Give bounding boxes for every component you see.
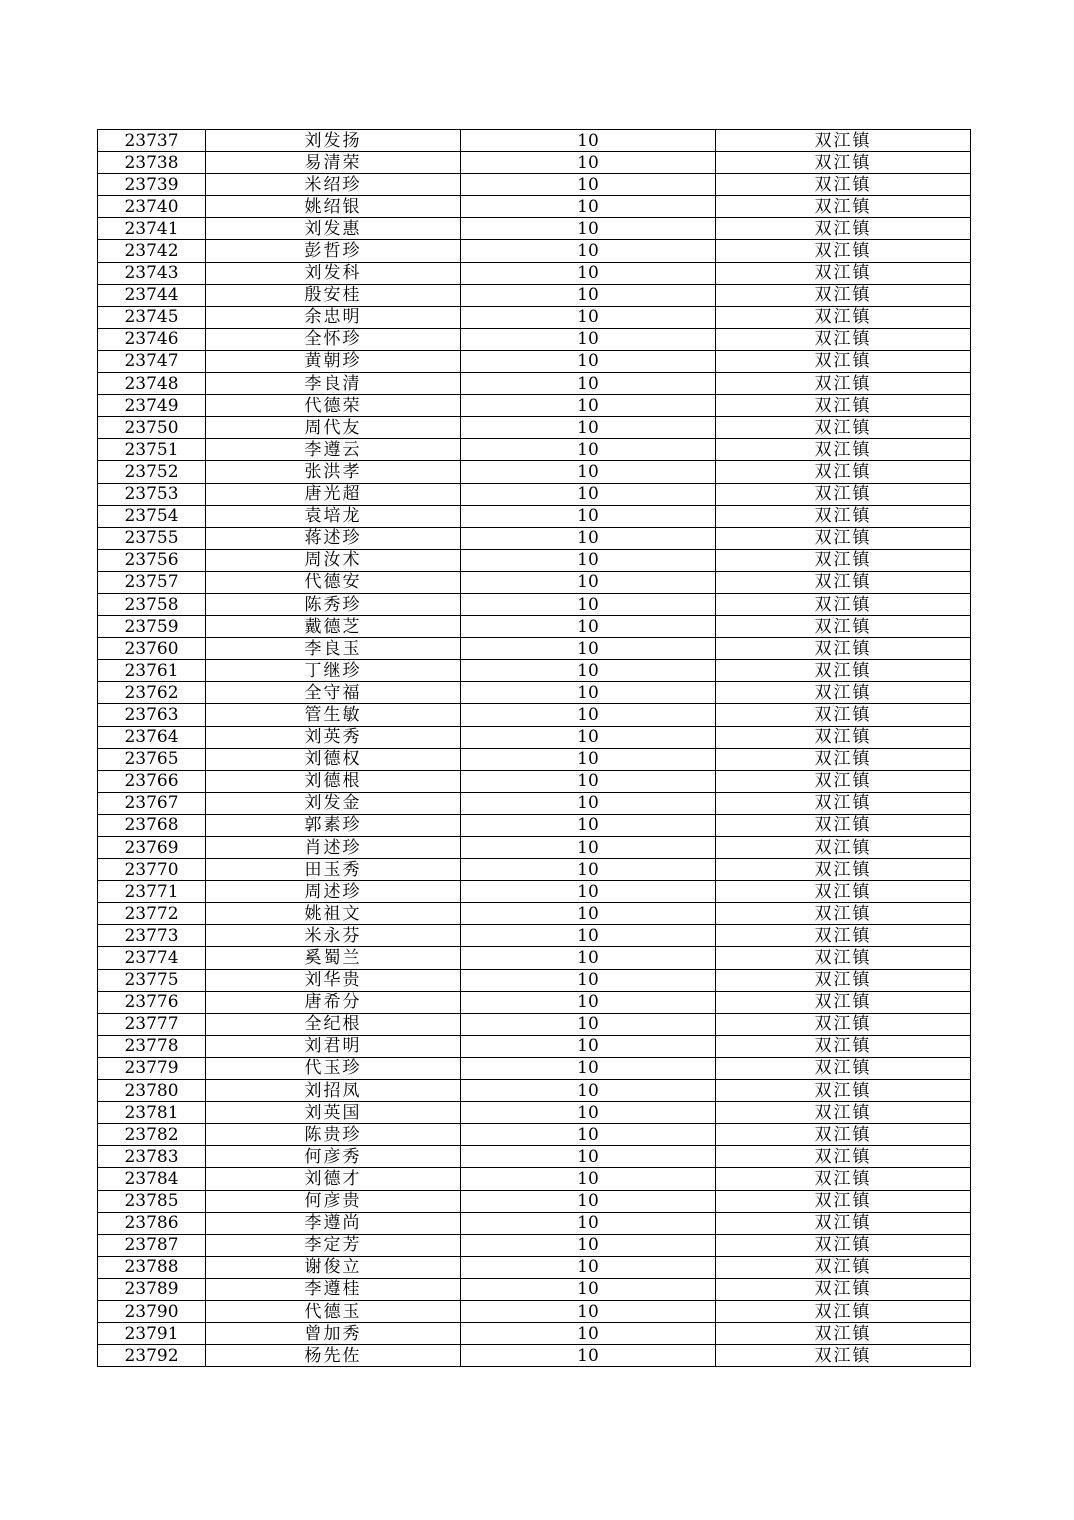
town-cell: 双江镇 [716, 483, 971, 505]
amount-cell: 10 [461, 218, 716, 240]
town-cell: 双江镇 [716, 903, 971, 925]
amount-cell: 10 [461, 1146, 716, 1168]
person-name-cell: 周汝术 [206, 549, 461, 571]
table-row [98, 1256, 971, 1278]
row-id-cell: 23768 [98, 814, 206, 836]
table-row [98, 726, 971, 748]
row-id-cell: 23784 [98, 1168, 206, 1190]
row-id-cell: 23787 [98, 1234, 206, 1256]
town-cell: 双江镇 [716, 726, 971, 748]
row-id-cell: 23760 [98, 638, 206, 660]
person-name-cell: 刘德根 [206, 770, 461, 792]
table-row [98, 814, 971, 836]
table-row [98, 439, 971, 461]
table-row [98, 925, 971, 947]
table-row [98, 1212, 971, 1234]
amount-cell: 10 [461, 969, 716, 991]
table-row [98, 1035, 971, 1057]
person-name-cell: 代德荣 [206, 395, 461, 417]
person-name-cell: 唐希分 [206, 991, 461, 1013]
person-name-cell: 曾加秀 [206, 1323, 461, 1345]
row-id-cell: 23752 [98, 461, 206, 483]
person-name-cell: 丁继珍 [206, 660, 461, 682]
table-row [98, 1013, 971, 1035]
town-cell: 双江镇 [716, 881, 971, 903]
row-id-cell: 23763 [98, 704, 206, 726]
amount-cell: 10 [461, 306, 716, 328]
person-name-cell: 蒋述珍 [206, 527, 461, 549]
row-id-cell: 23738 [98, 152, 206, 174]
amount-cell: 10 [461, 638, 716, 660]
person-name-cell: 全怀珍 [206, 328, 461, 350]
table-row [98, 571, 971, 593]
table-row [98, 1234, 971, 1256]
town-cell: 双江镇 [716, 505, 971, 527]
amount-cell: 10 [461, 991, 716, 1013]
table-row [98, 1124, 971, 1146]
town-cell: 双江镇 [716, 284, 971, 306]
town-cell: 双江镇 [716, 196, 971, 218]
person-name-cell: 谢俊立 [206, 1256, 461, 1278]
table-row [98, 593, 971, 615]
person-name-cell: 刘君明 [206, 1035, 461, 1057]
person-name-cell: 李良玉 [206, 638, 461, 660]
town-cell: 双江镇 [716, 770, 971, 792]
row-id-cell: 23775 [98, 969, 206, 991]
person-name-cell: 田玉秀 [206, 859, 461, 881]
town-cell: 双江镇 [716, 130, 971, 152]
town-cell: 双江镇 [716, 925, 971, 947]
table-row [98, 859, 971, 881]
person-name-cell: 郭素珍 [206, 814, 461, 836]
row-id-cell: 23744 [98, 284, 206, 306]
town-cell: 双江镇 [716, 682, 971, 704]
amount-cell: 10 [461, 439, 716, 461]
person-name-cell: 刘德权 [206, 748, 461, 770]
table-row [98, 682, 971, 704]
town-cell: 双江镇 [716, 1013, 971, 1035]
table-row [98, 1345, 971, 1367]
amount-cell: 10 [461, 704, 716, 726]
document-page [97, 129, 970, 1367]
person-name-cell: 李良清 [206, 373, 461, 395]
table-row [98, 1190, 971, 1212]
row-id-cell: 23791 [98, 1323, 206, 1345]
amount-cell: 10 [461, 770, 716, 792]
row-id-cell: 23771 [98, 881, 206, 903]
table-row [98, 505, 971, 527]
person-name-cell: 李定芳 [206, 1234, 461, 1256]
row-id-cell: 23742 [98, 240, 206, 262]
row-id-cell: 23783 [98, 1146, 206, 1168]
table-row [98, 770, 971, 792]
town-cell: 双江镇 [716, 306, 971, 328]
amount-cell: 10 [461, 1323, 716, 1345]
row-id-cell: 23753 [98, 483, 206, 505]
person-name-cell: 张洪孝 [206, 461, 461, 483]
row-id-cell: 23743 [98, 262, 206, 284]
table-row [98, 152, 971, 174]
town-cell: 双江镇 [716, 1168, 971, 1190]
amount-cell: 10 [461, 1013, 716, 1035]
row-id-cell: 23785 [98, 1190, 206, 1212]
person-name-cell: 刘发金 [206, 792, 461, 814]
person-name-cell: 肖述珍 [206, 837, 461, 859]
table-row [98, 483, 971, 505]
table-row [98, 262, 971, 284]
table-row [98, 903, 971, 925]
person-name-cell: 杨先佐 [206, 1345, 461, 1367]
town-cell: 双江镇 [716, 527, 971, 549]
table-row [98, 549, 971, 571]
amount-cell: 10 [461, 1234, 716, 1256]
amount-cell: 10 [461, 814, 716, 836]
amount-cell: 10 [461, 1278, 716, 1300]
table-row [98, 1168, 971, 1190]
person-name-cell: 陈贵珍 [206, 1124, 461, 1146]
amount-cell: 10 [461, 1102, 716, 1124]
amount-cell: 10 [461, 1168, 716, 1190]
amount-cell: 10 [461, 1057, 716, 1079]
row-id-cell: 23770 [98, 859, 206, 881]
table-row [98, 328, 971, 350]
table-row [98, 1057, 971, 1079]
amount-cell: 10 [461, 505, 716, 527]
person-name-cell: 全纪根 [206, 1013, 461, 1035]
person-name-cell: 李遵尚 [206, 1212, 461, 1234]
person-name-cell: 刘德才 [206, 1168, 461, 1190]
person-name-cell: 刘发扬 [206, 130, 461, 152]
town-cell: 双江镇 [716, 814, 971, 836]
person-name-cell: 姚祖文 [206, 903, 461, 925]
row-id-cell: 23782 [98, 1124, 206, 1146]
amount-cell: 10 [461, 925, 716, 947]
person-name-cell: 刘发科 [206, 262, 461, 284]
person-name-cell: 唐光超 [206, 483, 461, 505]
amount-cell: 10 [461, 903, 716, 925]
table-row [98, 947, 971, 969]
row-id-cell: 23746 [98, 328, 206, 350]
amount-cell: 10 [461, 483, 716, 505]
amount-cell: 10 [461, 417, 716, 439]
town-cell: 双江镇 [716, 859, 971, 881]
person-name-cell: 代德玉 [206, 1300, 461, 1322]
amount-cell: 10 [461, 461, 716, 483]
amount-cell: 10 [461, 748, 716, 770]
person-name-cell: 刘英秀 [206, 726, 461, 748]
amount-cell: 10 [461, 859, 716, 881]
person-name-cell: 袁培龙 [206, 505, 461, 527]
row-id-cell: 23773 [98, 925, 206, 947]
table-row [98, 1080, 971, 1102]
town-cell: 双江镇 [716, 616, 971, 638]
table-row [98, 638, 971, 660]
town-cell: 双江镇 [716, 947, 971, 969]
table-row [98, 1146, 971, 1168]
town-cell: 双江镇 [716, 1102, 971, 1124]
person-name-cell: 刘英国 [206, 1102, 461, 1124]
person-name-cell: 刘发惠 [206, 218, 461, 240]
table-row [98, 240, 971, 262]
amount-cell: 10 [461, 947, 716, 969]
table-row [98, 174, 971, 196]
town-cell: 双江镇 [716, 1323, 971, 1345]
town-cell: 双江镇 [716, 1278, 971, 1300]
amount-cell: 10 [461, 328, 716, 350]
row-id-cell: 23740 [98, 196, 206, 218]
person-name-cell: 刘华贵 [206, 969, 461, 991]
amount-cell: 10 [461, 262, 716, 284]
row-id-cell: 23745 [98, 306, 206, 328]
table-row [98, 991, 971, 1013]
row-id-cell: 23749 [98, 395, 206, 417]
person-name-cell: 戴德芝 [206, 616, 461, 638]
town-cell: 双江镇 [716, 1300, 971, 1322]
town-cell: 双江镇 [716, 748, 971, 770]
amount-cell: 10 [461, 726, 716, 748]
table-row [98, 704, 971, 726]
person-name-cell: 黄朝珍 [206, 350, 461, 372]
town-cell: 双江镇 [716, 1080, 971, 1102]
person-name-cell: 何彦贵 [206, 1190, 461, 1212]
person-name-cell: 李遵桂 [206, 1278, 461, 1300]
row-id-cell: 23766 [98, 770, 206, 792]
person-name-cell: 李遵云 [206, 439, 461, 461]
person-name-cell: 米绍珍 [206, 174, 461, 196]
roster-table-body [98, 130, 971, 1367]
amount-cell: 10 [461, 1035, 716, 1057]
amount-cell: 10 [461, 174, 716, 196]
row-id-cell: 23754 [98, 505, 206, 527]
town-cell: 双江镇 [716, 571, 971, 593]
town-cell: 双江镇 [716, 593, 971, 615]
amount-cell: 10 [461, 240, 716, 262]
row-id-cell: 23789 [98, 1278, 206, 1300]
town-cell: 双江镇 [716, 660, 971, 682]
town-cell: 双江镇 [716, 395, 971, 417]
town-cell: 双江镇 [716, 218, 971, 240]
table-row [98, 881, 971, 903]
row-id-cell: 23772 [98, 903, 206, 925]
town-cell: 双江镇 [716, 373, 971, 395]
row-id-cell: 23779 [98, 1057, 206, 1079]
row-id-cell: 23780 [98, 1080, 206, 1102]
person-name-cell: 姚绍银 [206, 196, 461, 218]
row-id-cell: 23792 [98, 1345, 206, 1367]
town-cell: 双江镇 [716, 262, 971, 284]
person-name-cell: 管生敏 [206, 704, 461, 726]
table-row [98, 792, 971, 814]
row-id-cell: 23776 [98, 991, 206, 1013]
row-id-cell: 23755 [98, 527, 206, 549]
amount-cell: 10 [461, 395, 716, 417]
row-id-cell: 23790 [98, 1300, 206, 1322]
table-row [98, 748, 971, 770]
town-cell: 双江镇 [716, 704, 971, 726]
amount-cell: 10 [461, 1345, 716, 1367]
row-id-cell: 23764 [98, 726, 206, 748]
person-name-cell: 陈秀珍 [206, 593, 461, 615]
row-id-cell: 23781 [98, 1102, 206, 1124]
table-row [98, 837, 971, 859]
amount-cell: 10 [461, 571, 716, 593]
town-cell: 双江镇 [716, 969, 971, 991]
amount-cell: 10 [461, 152, 716, 174]
row-id-cell: 23769 [98, 837, 206, 859]
row-id-cell: 23778 [98, 1035, 206, 1057]
person-name-cell: 刘招凤 [206, 1080, 461, 1102]
amount-cell: 10 [461, 593, 716, 615]
person-name-cell: 彭哲珍 [206, 240, 461, 262]
town-cell: 双江镇 [716, 1256, 971, 1278]
town-cell: 双江镇 [716, 1190, 971, 1212]
person-name-cell: 何彦秀 [206, 1146, 461, 1168]
row-id-cell: 23751 [98, 439, 206, 461]
person-name-cell: 全守福 [206, 682, 461, 704]
amount-cell: 10 [461, 792, 716, 814]
table-row [98, 1300, 971, 1322]
amount-cell: 10 [461, 1190, 716, 1212]
row-id-cell: 23737 [98, 130, 206, 152]
person-name-cell: 奚蜀兰 [206, 947, 461, 969]
amount-cell: 10 [461, 284, 716, 306]
town-cell: 双江镇 [716, 638, 971, 660]
town-cell: 双江镇 [716, 549, 971, 571]
town-cell: 双江镇 [716, 417, 971, 439]
table-row [98, 1278, 971, 1300]
amount-cell: 10 [461, 196, 716, 218]
row-id-cell: 23739 [98, 174, 206, 196]
row-id-cell: 23748 [98, 373, 206, 395]
row-id-cell: 23757 [98, 571, 206, 593]
person-name-cell: 代德安 [206, 571, 461, 593]
town-cell: 双江镇 [716, 1146, 971, 1168]
row-id-cell: 23758 [98, 593, 206, 615]
row-id-cell: 23747 [98, 350, 206, 372]
town-cell: 双江镇 [716, 1234, 971, 1256]
person-name-cell: 易清荣 [206, 152, 461, 174]
table-row [98, 373, 971, 395]
table-row [98, 306, 971, 328]
person-name-cell: 周述珍 [206, 881, 461, 903]
town-cell: 双江镇 [716, 152, 971, 174]
amount-cell: 10 [461, 1212, 716, 1234]
row-id-cell: 23774 [98, 947, 206, 969]
table-row [98, 218, 971, 240]
amount-cell: 10 [461, 527, 716, 549]
table-row [98, 130, 971, 152]
town-cell: 双江镇 [716, 240, 971, 262]
amount-cell: 10 [461, 1256, 716, 1278]
amount-cell: 10 [461, 616, 716, 638]
town-cell: 双江镇 [716, 792, 971, 814]
table-row [98, 284, 971, 306]
row-id-cell: 23759 [98, 616, 206, 638]
town-cell: 双江镇 [716, 1035, 971, 1057]
amount-cell: 10 [461, 350, 716, 372]
table-row [98, 660, 971, 682]
table-row [98, 616, 971, 638]
roster-table [97, 129, 971, 1367]
row-id-cell: 23741 [98, 218, 206, 240]
town-cell: 双江镇 [716, 350, 971, 372]
amount-cell: 10 [461, 1080, 716, 1102]
row-id-cell: 23761 [98, 660, 206, 682]
row-id-cell: 23767 [98, 792, 206, 814]
table-row [98, 196, 971, 218]
town-cell: 双江镇 [716, 1345, 971, 1367]
town-cell: 双江镇 [716, 328, 971, 350]
town-cell: 双江镇 [716, 461, 971, 483]
town-cell: 双江镇 [716, 1124, 971, 1146]
town-cell: 双江镇 [716, 1057, 971, 1079]
town-cell: 双江镇 [716, 1212, 971, 1234]
person-name-cell: 殷安桂 [206, 284, 461, 306]
row-id-cell: 23788 [98, 1256, 206, 1278]
person-name-cell: 余忠明 [206, 306, 461, 328]
table-row [98, 969, 971, 991]
row-id-cell: 23756 [98, 549, 206, 571]
row-id-cell: 23765 [98, 748, 206, 770]
amount-cell: 10 [461, 373, 716, 395]
town-cell: 双江镇 [716, 174, 971, 196]
amount-cell: 10 [461, 660, 716, 682]
amount-cell: 10 [461, 130, 716, 152]
table-row [98, 1323, 971, 1345]
table-row [98, 1102, 971, 1124]
row-id-cell: 23777 [98, 1013, 206, 1035]
amount-cell: 10 [461, 549, 716, 571]
row-id-cell: 23762 [98, 682, 206, 704]
table-row [98, 350, 971, 372]
table-row [98, 527, 971, 549]
amount-cell: 10 [461, 1124, 716, 1146]
town-cell: 双江镇 [716, 991, 971, 1013]
amount-cell: 10 [461, 837, 716, 859]
person-name-cell: 周代友 [206, 417, 461, 439]
town-cell: 双江镇 [716, 439, 971, 461]
town-cell: 双江镇 [716, 837, 971, 859]
table-row [98, 417, 971, 439]
table-row [98, 461, 971, 483]
table-row [98, 395, 971, 417]
row-id-cell: 23786 [98, 1212, 206, 1234]
amount-cell: 10 [461, 1300, 716, 1322]
person-name-cell: 米永芬 [206, 925, 461, 947]
amount-cell: 10 [461, 881, 716, 903]
amount-cell: 10 [461, 682, 716, 704]
person-name-cell: 代玉珍 [206, 1057, 461, 1079]
row-id-cell: 23750 [98, 417, 206, 439]
